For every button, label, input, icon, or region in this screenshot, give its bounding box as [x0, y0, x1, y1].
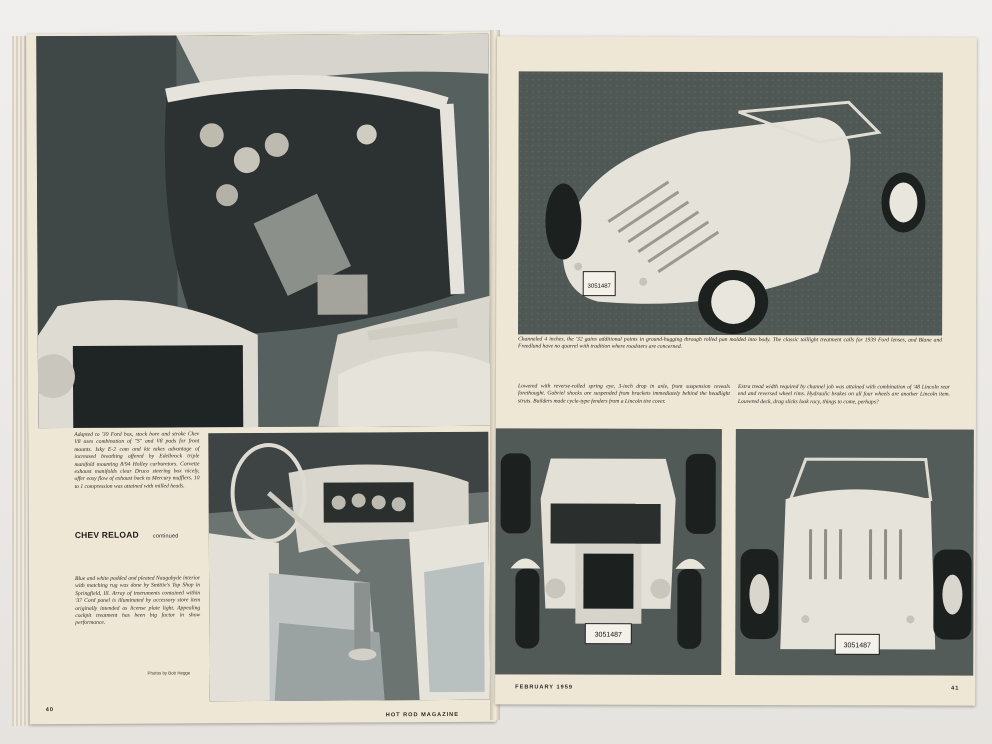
interior-photo — [208, 432, 489, 701]
rear-three-quarter-caption: Channeled 4 inches, the '32 gains additional points in ground-hugging through rolled pan molded into body. The classic taillight treatment calls for 1939 Ford lenses, and Blane and Freedlund have no quarrel with tradition where roadsters are concerned. — [518, 336, 943, 351]
engine-photo-art — [36, 34, 490, 428]
section-continued: continued — [152, 533, 179, 540]
front-view-art — [495, 428, 722, 675]
engine-photo — [36, 34, 490, 428]
rear-view-caption: Extra tread width required by channel job was attained with combination of '48 Lincoln rear end and reversed wheel rims. Hydraulic brakes on all four wheels are another Lincoln item. Louvered deck, drag slicks look racy, things to come, perhaps? — [737, 384, 950, 406]
rear-view-plate-text: 3051487 — [843, 642, 871, 650]
rear-view-photo — [735, 429, 974, 676]
front-view-caption: Lowered with reverse-rolled spring eye, 3-inch drop in axle, front suspension reveals forethought. Gabriel shocks are suspended from brackets immediately behind the headlight struts. Builders made cycle-type fenders from a Lincoln tire cover. — [517, 383, 730, 405]
interior-caption: Blue and white padded and pleated Naugahyde interior with matching rug was done by Smittie's Top Shop in Springfield, Ill. Array of instruments contained within '37 Cord panel is illuminated by accessory store item originally intended as license plate light. Appealing cockpit treatment has been big factor in show performance. — [75, 575, 201, 627]
right-page — [495, 36, 977, 705]
front-view-photo — [495, 428, 722, 675]
section-heading — [75, 529, 179, 540]
rear-three-quarter-photo — [518, 71, 943, 335]
front-plate-text: 3051487 — [594, 631, 622, 639]
rear-view-art — [735, 429, 974, 676]
rear-three-quarter-art — [518, 71, 943, 335]
issue-date: FEBRUARY 1959 — [515, 684, 573, 691]
magazine-title: HOT ROD MAGAZINE — [385, 711, 459, 719]
photo-credit: Photos by Bob Hegge — [147, 670, 191, 676]
right-page-number: 41 — [951, 685, 960, 692]
rear-plate-text: 3051487 — [587, 283, 611, 290]
interior-photo-art — [208, 432, 489, 701]
section-title: CHEV RELOAD — [74, 529, 139, 540]
left-page — [26, 32, 496, 724]
left-page-number: 40 — [45, 707, 54, 714]
engine-caption: Adapted to '39 Ford box, stock bore and stroke Chev V8 uses combination of "S" and V8 pads for front mounts. Isky E-2 cam and kit takes advantage of increased breathing offered by Edelbrock triple manifold mounting 8/94 Holley carburetors. Corvette exhaust manifolds clear Druco steering box nicely, offer easy flow of exhaust back to Mercury mufflers. 10 to 1 compression was attained with milled heads. — [74, 431, 200, 490]
